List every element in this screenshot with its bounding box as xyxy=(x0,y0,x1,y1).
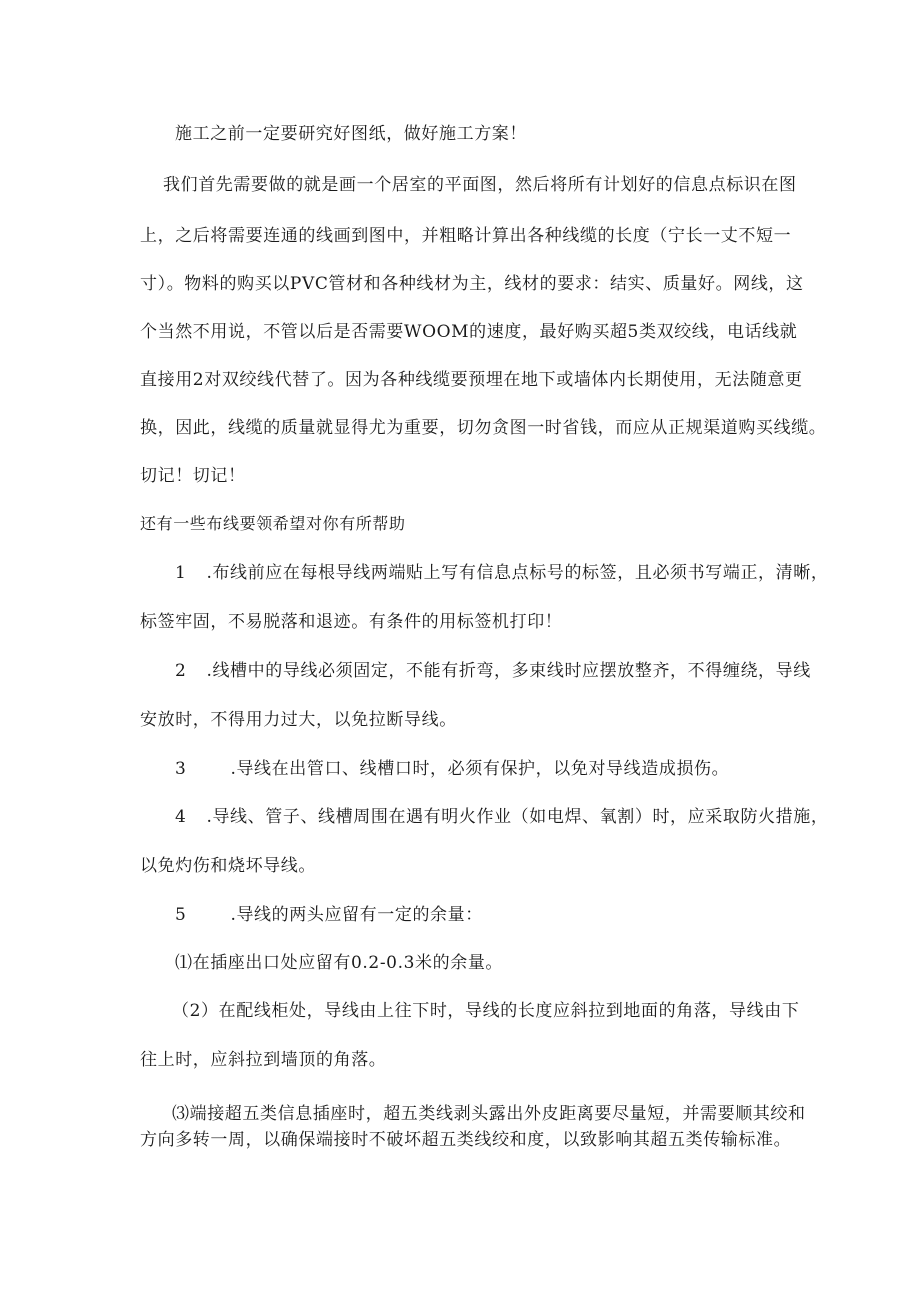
paragraph-line: 寸）。物料的购买以PVC管材和各种线材为主，线材的要求：结实、质量好。网线，这 xyxy=(140,274,804,294)
item-continuation: 标签牢固，不易脱落和退迹。有条件的用标签机打印！ xyxy=(140,612,563,632)
item-continuation: 安放时，不得用力过大，以免拉断导线。 xyxy=(140,710,457,730)
item-continuation: 以免灼伤和烧坏导线。 xyxy=(140,856,316,876)
sub-item-2: （2）在配线柜处，导线由上往下时，导线的长度应斜拉到地面的角落，导线由下 xyxy=(172,1001,800,1021)
item-continuation: 往上时，应斜拉到墙顶的角落。 xyxy=(140,1050,387,1070)
item-text: .线槽中的导线必须固定，不能有折弯，多束线时应摆放整齐，不得缠绕，导线 xyxy=(206,661,811,681)
item-number: 4 xyxy=(175,807,187,827)
paragraph-line: 直接用2对双绞线代替了。因为各种线缆要预埋在地下或墙体内长期使用，无法随意更 xyxy=(140,370,803,390)
item-text: .导线、管子、线槽周围在遇有明火作业（如电焊、氧割）时，应采取防火措施， xyxy=(206,807,829,827)
item-number: 3 xyxy=(175,759,187,779)
paragraph-line: 换，因此，线缆的质量就显得尤为重要，切勿贪图一时省钱，而应从正规渠道购买线缆。 xyxy=(140,418,827,438)
list-item-4 xyxy=(175,807,828,827)
item-number: 2 xyxy=(175,661,187,681)
item-text: .导线在出管口、线槽口时，必须有保护，以免对导线造成损伤。 xyxy=(230,759,730,779)
item-text: .布线前应在每根导线两端贴上写有信息点标号的标签，且必须书写端正，清晰， xyxy=(206,563,829,583)
item-text: .导线的两头应留有一定的余量： xyxy=(230,905,483,925)
item-number: 5 xyxy=(175,905,187,925)
list-item-5 xyxy=(175,905,483,925)
heading-paragraph: 施工之前一定要研究好图纸，做好施工方案！ xyxy=(175,124,527,144)
sub-item-1: ⑴在插座出口处应留有0.2-0.3米的余量。 xyxy=(175,953,504,973)
paragraph-line: 切记！切记！ xyxy=(140,466,246,486)
list-item-3 xyxy=(175,759,729,779)
intro-text: 还有一些布线要领希望对你有所帮助 xyxy=(140,514,406,533)
item-number: 1 xyxy=(175,563,187,583)
paragraph-line: 个当然不用说，不管以后是否需要WOOM的速度，最好购买超5类双绞线，电话线就 xyxy=(140,322,798,342)
paragraph-line: 我们首先需要做的就是画一个居室的平面图，然后将所有计划好的信息点标识在图 xyxy=(163,175,797,195)
list-item-1 xyxy=(175,563,828,583)
sub-item-3: ⑶端接超五类信息插座时，超五类线剥头露出外皮距离要尽量短，并需要顺其绞和 xyxy=(172,1104,806,1124)
item-continuation: 方向多转一周，以确保端接时不破坏超五类线绞和度，以致影响其超五类传输标准。 xyxy=(140,1130,792,1150)
list-item-2 xyxy=(175,661,811,681)
paragraph-line: 上，之后将需要连通的线画到图中，并粗略计算出各种线缆的长度（宁长一丈不短一 xyxy=(140,226,792,246)
